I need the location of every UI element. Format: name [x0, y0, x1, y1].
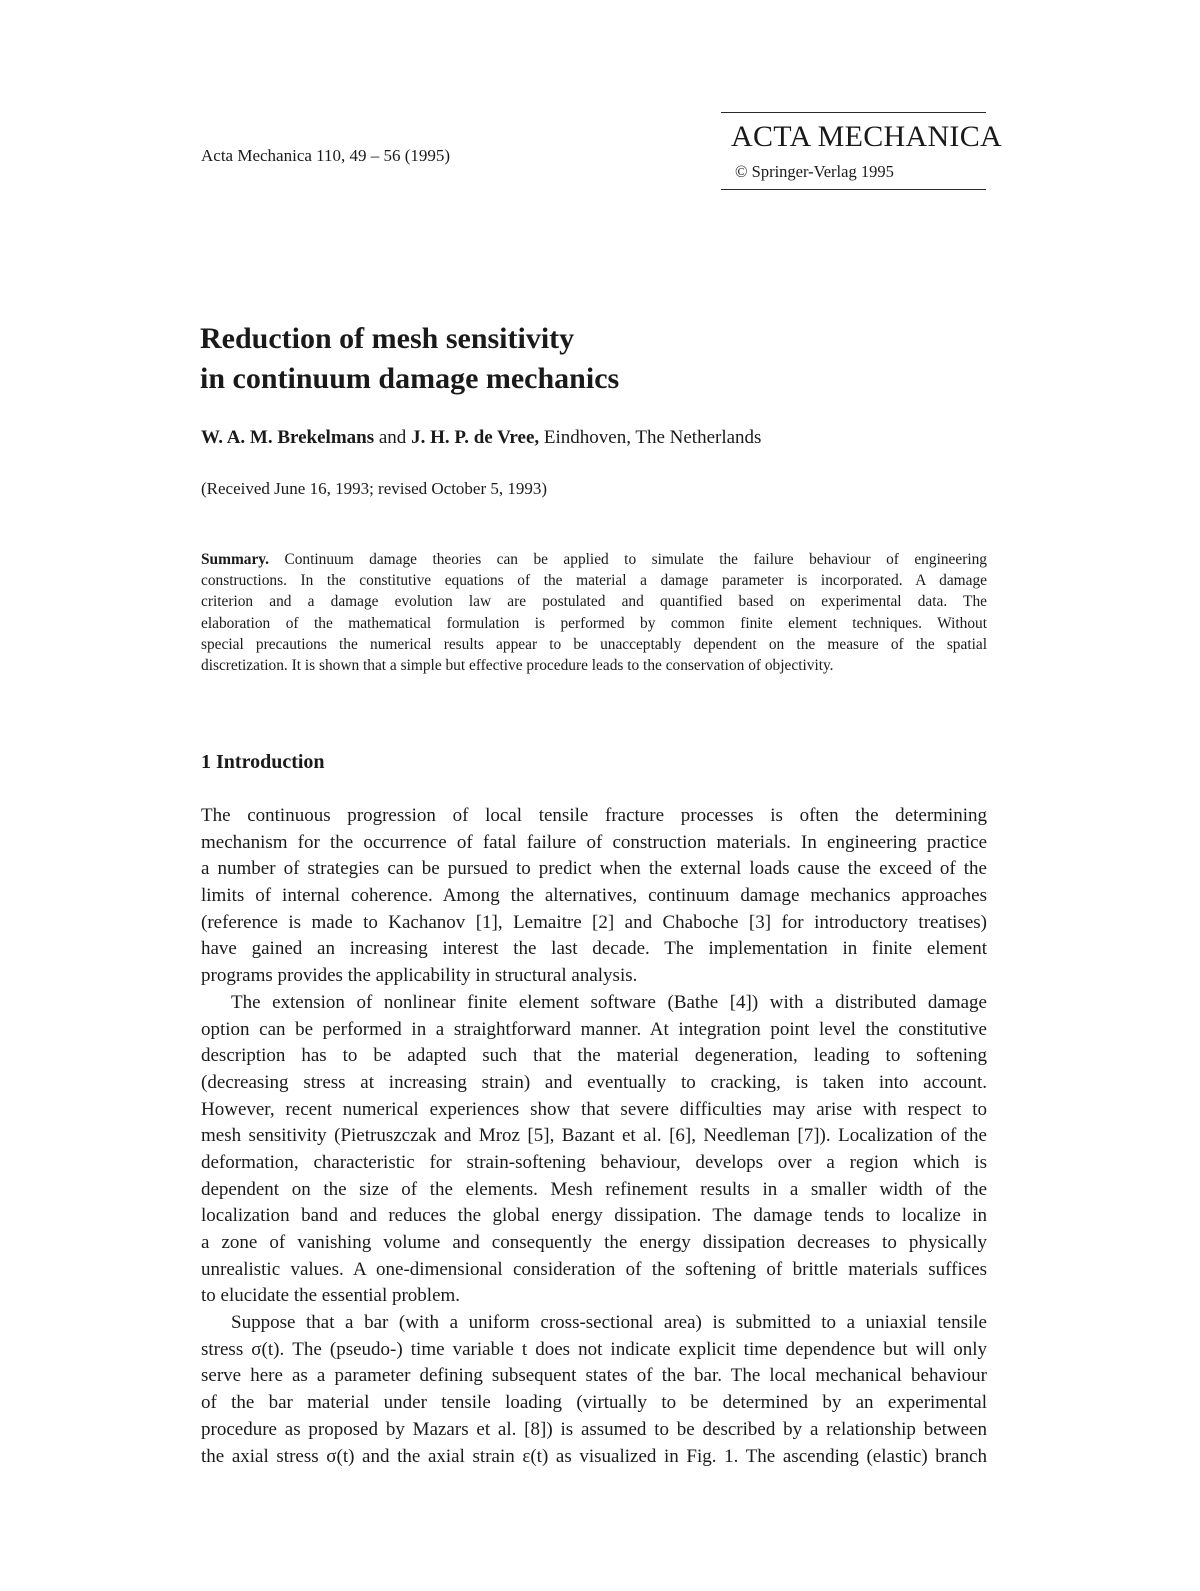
author-2: J. H. P. de Vree,	[411, 427, 540, 448]
title-line-2: in continuum damage mechanics	[200, 362, 620, 395]
copyright-notice: © Springer-Verlag 1995	[735, 162, 894, 181]
body-line: a number of strategies can be pursued to predict when the external loads cause the exceed of the	[201, 858, 987, 880]
author-line	[201, 427, 761, 449]
journal-name: ACTA MECHANICA	[731, 120, 1002, 153]
body-line: stress σ(t). The (pseudo-) time variable t does not indicate explicit time dependence but will only	[201, 1338, 987, 1360]
header-rule-bottom	[721, 189, 986, 190]
body-line: description has to be adapted such that the material degeneration, leading to softening	[201, 1045, 987, 1067]
body-line: localization band and reduces the global energy dissipation. The damage tends to localize in	[201, 1205, 987, 1227]
body-line: (decreasing stress at increasing strain) and eventually to cracking, is taken into account.	[201, 1071, 987, 1093]
body-line: However, recent numerical experiences show that severe difficulties may arise with respect to	[201, 1098, 987, 1120]
summary-line: discretization. It is shown that a simple but effective procedure leads to the conservation of objectivity.	[201, 656, 834, 674]
body-line: unrealistic values. A one-dimensional consideration of the softening of brittle materials suffices	[201, 1258, 987, 1280]
body-line: deformation, characteristic for strain-softening behaviour, develops over a region which is	[201, 1151, 987, 1173]
body-line: programs provides the applicability in structural analysis.	[201, 965, 638, 987]
body-line: (reference is made to Kachanov [1], Lemaitre [2] and Chaboche [3] for introductory treatises)	[201, 911, 987, 933]
author-connector: and	[374, 427, 412, 448]
body-line: the axial stress σ(t) and the axial strain ε(t) as visualized in Fig. 1. The ascending (elastic) branch	[201, 1445, 987, 1467]
body-line: serve here as a parameter defining subsequent states of the bar. The local mechanical behaviour	[201, 1365, 987, 1387]
body-line: option can be performed in a straightforward manner. At integration point level the constitutive	[201, 1018, 987, 1040]
author-1: W. A. M. Brekelmans	[201, 427, 375, 448]
summary-line: Summary. Continuum damage theories can be applied to simulate the failure behaviour of engineering	[201, 551, 987, 568]
header-rule-top	[721, 112, 986, 113]
summary-line: criterion and a damage evolution law are postulated and quantified based on experimental data. The	[201, 593, 987, 611]
body-line: procedure as proposed by Mazars et al. [8]) is assumed to be described by a relationship between	[201, 1418, 987, 1440]
body-line: mesh sensitivity (Pietruszczak and Mroz [5], Bazant et al. [6], Needleman [7]). Localization of the	[201, 1125, 987, 1147]
summary-line: elaboration of the mathematical formulation is performed by common finite element techniques. Without	[201, 614, 987, 632]
body-line: limits of internal coherence. Among the alternatives, continuum damage mechanics approaches	[201, 885, 987, 907]
summary-line: constructions. In the constitutive equations of the material a damage parameter is incorporated. A damage	[201, 572, 987, 590]
paper-title	[200, 319, 619, 399]
summary-line: special precautions the numerical results appear to be unacceptably dependent on the measure of the spatial	[201, 635, 987, 653]
body-line: to elucidate the essential problem.	[201, 1285, 461, 1307]
body-line: dependent on the size of the elements. Mesh refinement results in a smaller width of the	[201, 1178, 987, 1200]
title-line-1: Reduction of mesh sensitivity	[200, 322, 575, 355]
summary-abstract	[201, 549, 987, 676]
body-line: mechanism for the occurrence of fatal failure of construction materials. In engineering practice	[201, 831, 987, 853]
author-affiliation: Eindhoven, The Netherlands	[539, 427, 762, 448]
summary-label: Summary.	[201, 551, 269, 568]
body-line: Suppose that a bar (with a uniform cross-sectional area) is submitted to a uniaxial tensile	[231, 1312, 987, 1334]
body-line: of the bar material under tensile loading (virtually to be determined by an experimental	[201, 1392, 987, 1414]
received-dates: (Received June 16, 1993; revised October 5, 1993)	[201, 479, 548, 498]
body-line: The extension of nonlinear finite element software (Bathe [4]) with a distributed damage	[231, 991, 987, 1013]
section-heading-introduction: 1 Introduction	[201, 751, 325, 773]
body-line: The continuous progression of local tensile fracture processes is often the determining	[201, 805, 987, 826]
journal-citation: Acta Mechanica 110, 49 – 56 (1995)	[201, 146, 451, 165]
body-line: a zone of vanishing volume and consequently the energy dissipation decreases to physically	[201, 1232, 987, 1253]
introduction-body	[201, 803, 987, 1470]
body-line: have gained an increasing interest the last decade. The implementation in finite element	[201, 938, 987, 960]
